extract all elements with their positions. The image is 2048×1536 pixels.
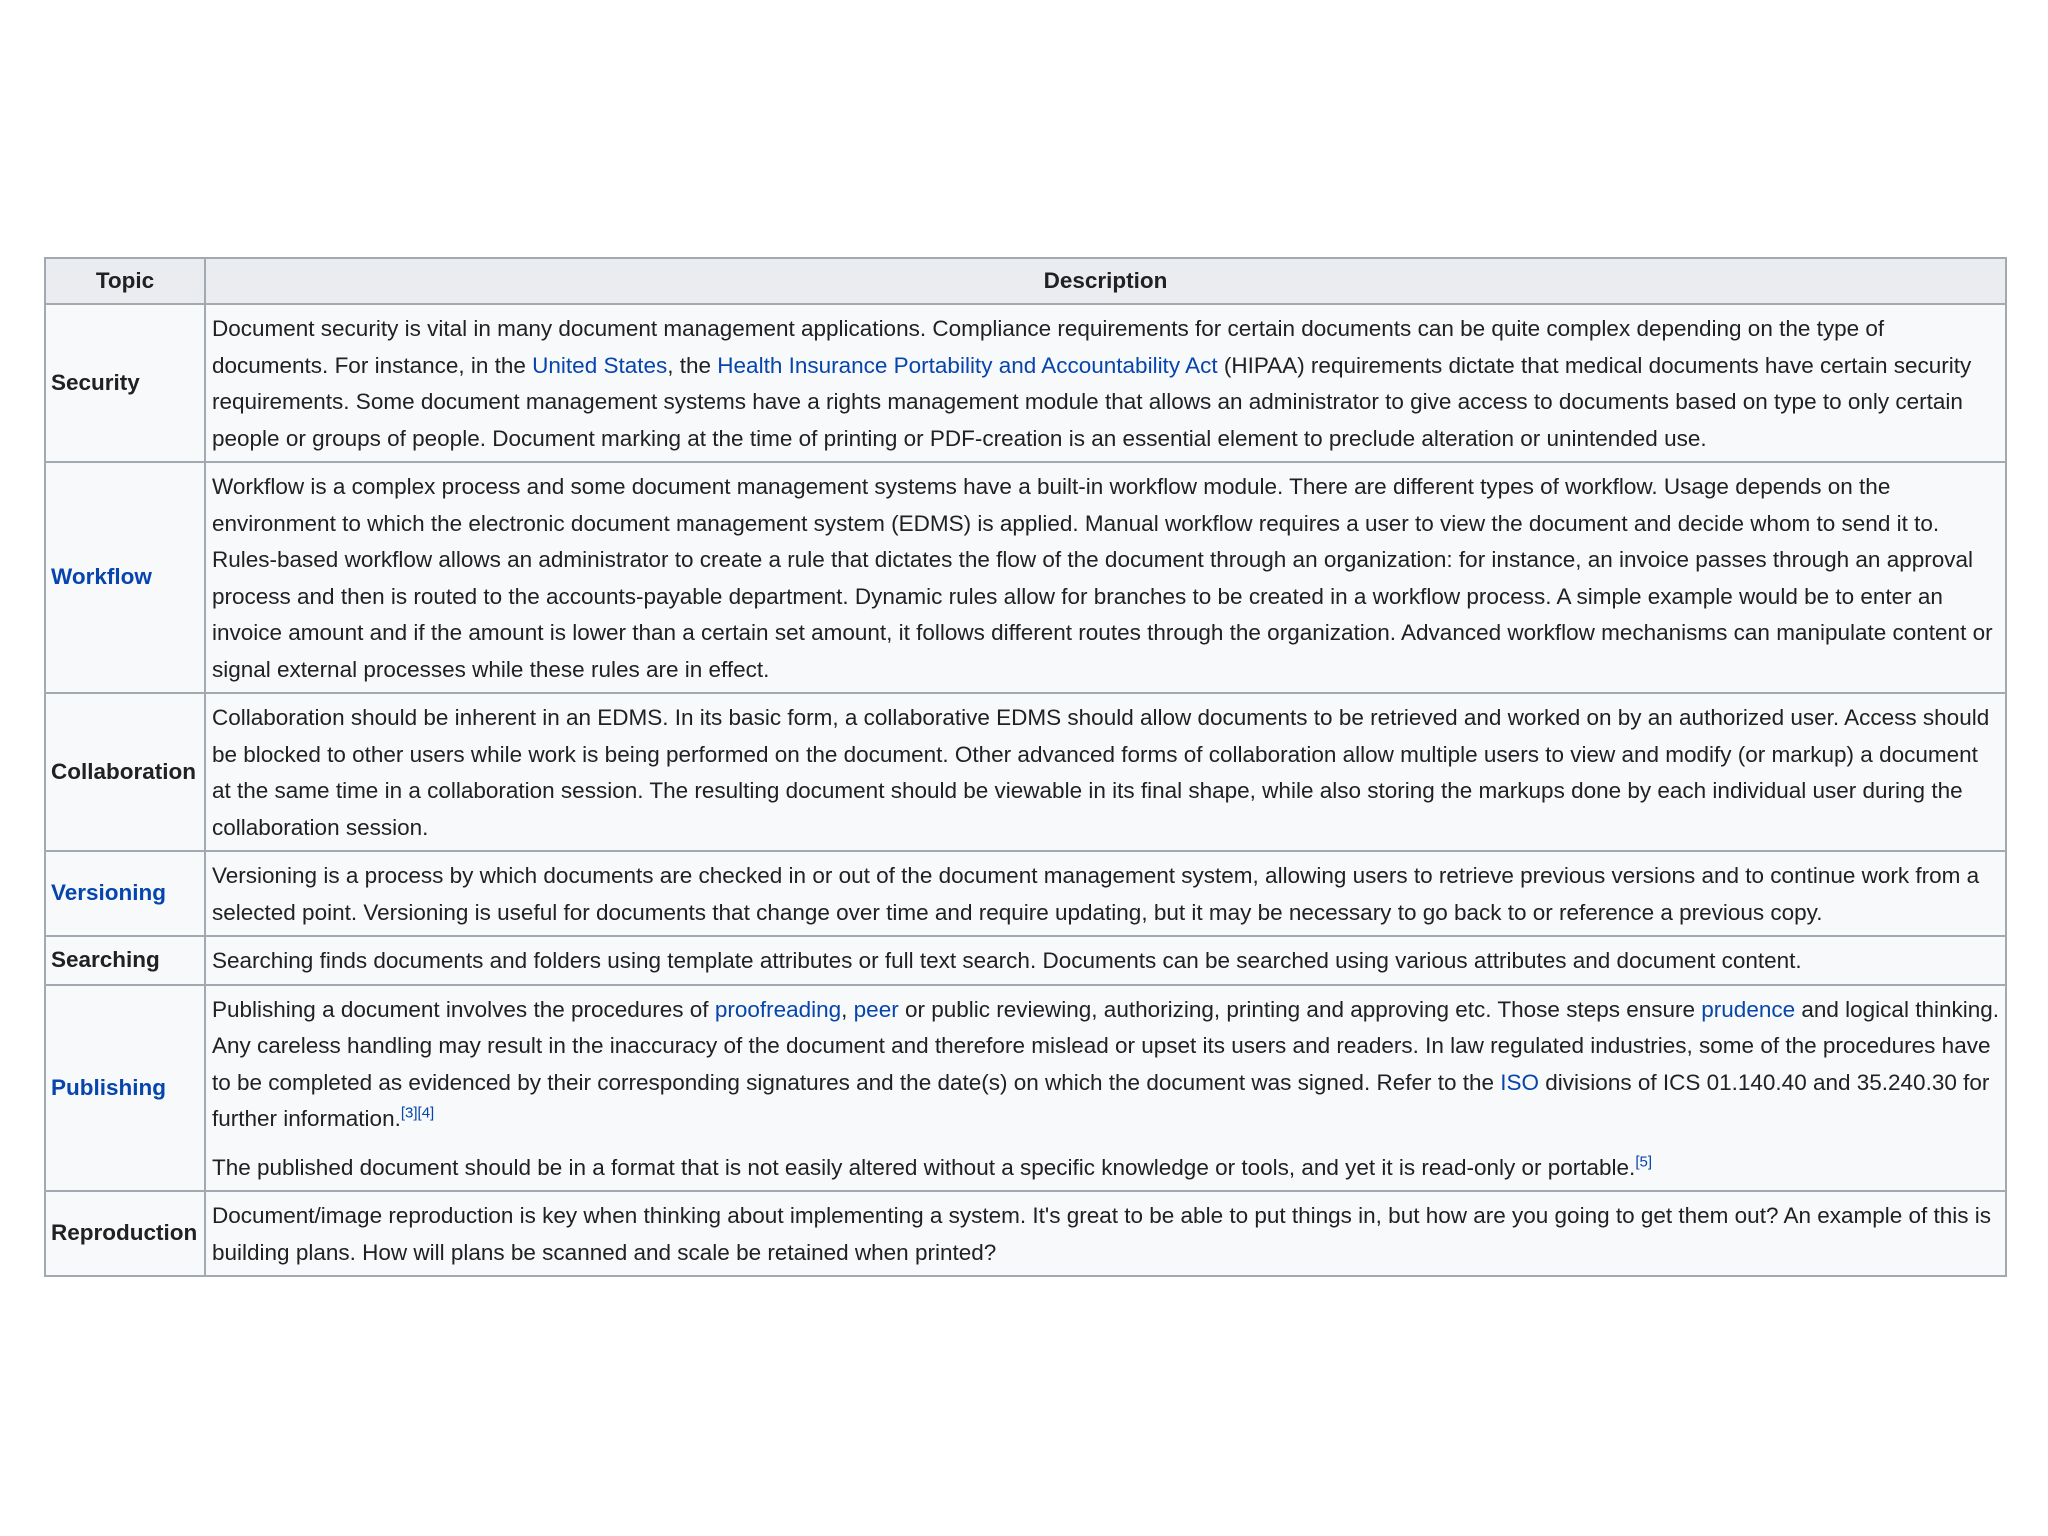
description-text: divisions of ICS 01.140.40 and 35.240.30 for further information. — [212, 1069, 1990, 1131]
link-health-insurance-portability-and-accountability-act[interactable]: Health Insurance Portability and Accountability Act — [717, 352, 1218, 378]
description-cell-publishing — [205, 985, 2006, 1192]
description-text: Workflow is a complex process and some document management systems have a built-in workflow module. There are different types of workflow. Usage depends on the environment to which the electronic document management system (EDMS) is applied. Manual workflow requires a user to view the document and decide whom to send it to. Rules-based workflow allows an administrator to create a rule that dictates the flow of the document through an organization: for instance, an invoice passes through an approval process and then is routed to the accounts-payable department. Dynamic rules allow for branches to be created in a workflow process. A simple example would be to enter an invoice amount and if the amount is lower than a certain set amount, it follows different routes through the organization. Advanced workflow mechanisms can manipulate content or signal external processes while these rules are in effect. — [212, 474, 1993, 682]
description-text: Document/image reproduction is key when thinking about implementing a system. It's great to be able to put things in, but how are you going to get them out? An example of this is building plans. How will plans be scanned and scale be retained when printed? — [212, 1203, 1992, 1265]
description-text: or public reviewing, authorizing, printing and approving etc. Those steps ensure — [898, 996, 1702, 1022]
link-prudence[interactable]: prudence — [1701, 996, 1796, 1022]
table-row — [45, 1191, 2006, 1276]
description-text: , — [841, 996, 854, 1022]
description-cell-searching — [205, 936, 2006, 985]
description-text: Document security is vital in many document management applications. Compliance requirements for certain documents can be quite complex depending on the type of documents. For instance, in the — [212, 316, 1885, 378]
topic-cell-collaboration — [45, 693, 205, 851]
link-peer[interactable]: peer — [853, 996, 899, 1022]
description-cell-collaboration — [205, 693, 2006, 851]
table-header-row — [45, 258, 2006, 304]
description-cell-versioning — [205, 851, 2006, 936]
topic-link-versioning[interactable]: Versioning — [51, 880, 167, 906]
table-row — [45, 693, 2006, 851]
table-row — [45, 985, 2006, 1192]
description-text: The published document should be in a format that is not easily altered without a specific knowledge or tools, and yet it is read-only or portable. — [212, 1154, 1636, 1180]
citation-ref[interactable]: [3][4] — [400, 1104, 435, 1122]
link-united-states[interactable]: United States — [532, 352, 668, 378]
topic-cell-searching — [45, 936, 205, 985]
header-topic: Topic — [45, 258, 205, 304]
topic-label-security: Security — [51, 369, 140, 395]
table-row — [45, 936, 2006, 985]
link-proofreading[interactable]: proofreading — [714, 996, 842, 1022]
description-text: Versioning is a process by which documents are checked in or out of the document management system, allowing users to retrieve previous versions and to continue work from a selected point. Versioning is useful for documents that change over time and require updating, but it may be necessary to go back to or reference a previous copy. — [212, 863, 1980, 925]
topic-link-publishing[interactable]: Publishing — [51, 1074, 166, 1100]
topic-cell-workflow — [45, 462, 205, 693]
link-iso[interactable]: ISO — [1500, 1069, 1540, 1095]
topic-link-workflow[interactable]: Workflow — [51, 564, 152, 590]
table-row — [45, 851, 2006, 936]
table-body — [45, 304, 2006, 1276]
description-text: Publishing a document involves the procedures of — [212, 996, 715, 1022]
topic-cell-versioning — [45, 851, 205, 936]
description-text: and logical thinking. Any careless handling may result in the inaccuracy of the document and therefore mislead or upset its users and readers. In law regulated industries, some of the procedures have to be completed as evidenced by their corresponding signatures and the date(s) on which the document was signed. Refer to the — [212, 996, 1999, 1095]
description-paragraph — [212, 1150, 1999, 1187]
header-description: Description — [205, 258, 2006, 304]
description-text: (HIPAA) requirements dictate that medical documents have certain security requirements. Some document management systems have a rights management module that allows an administrator to give access to documents based on type to only certain people or groups of people. Document marking at the time of printing or PDF-creation is an essential element to preclude alteration or unintended use. — [212, 352, 1972, 451]
topic-label-searching: Searching — [51, 947, 160, 972]
topic-label-collaboration: Collaboration — [51, 758, 196, 784]
topic-cell-security — [45, 304, 205, 462]
citation-ref[interactable]: [5] — [1635, 1153, 1652, 1170]
topic-label-reproduction: Reproduction — [51, 1220, 198, 1246]
topic-cell-reproduction — [45, 1191, 205, 1276]
page-content — [44, 257, 2007, 1277]
description-text: Collaboration should be inherent in an EDMS. In its basic form, a collaborative EDMS should allow documents to be retrieved and worked on by an authorized user. Access should be blocked to other users while work is being performed on the document. Other advanced forms of collaboration allow multiple users to view and modify (or markup) a document at the same time in a collaboration session. The resulting document should be viewable in its final shape, while also storing the markups done by each individual user during the collaboration session. — [212, 705, 1990, 840]
document-management-topics-table — [44, 257, 2007, 1277]
table-row — [45, 304, 2006, 462]
table-row — [45, 462, 2006, 693]
description-text: , the — [667, 352, 718, 378]
description-cell-workflow — [205, 462, 2006, 693]
description-text: Searching finds documents and folders using template attributes or full text search. Documents can be searched using various attributes and document content. — [212, 948, 1802, 973]
topic-cell-publishing — [45, 985, 205, 1192]
description-paragraph — [212, 992, 1999, 1138]
description-cell-security — [205, 304, 2006, 462]
description-cell-reproduction — [205, 1191, 2006, 1276]
